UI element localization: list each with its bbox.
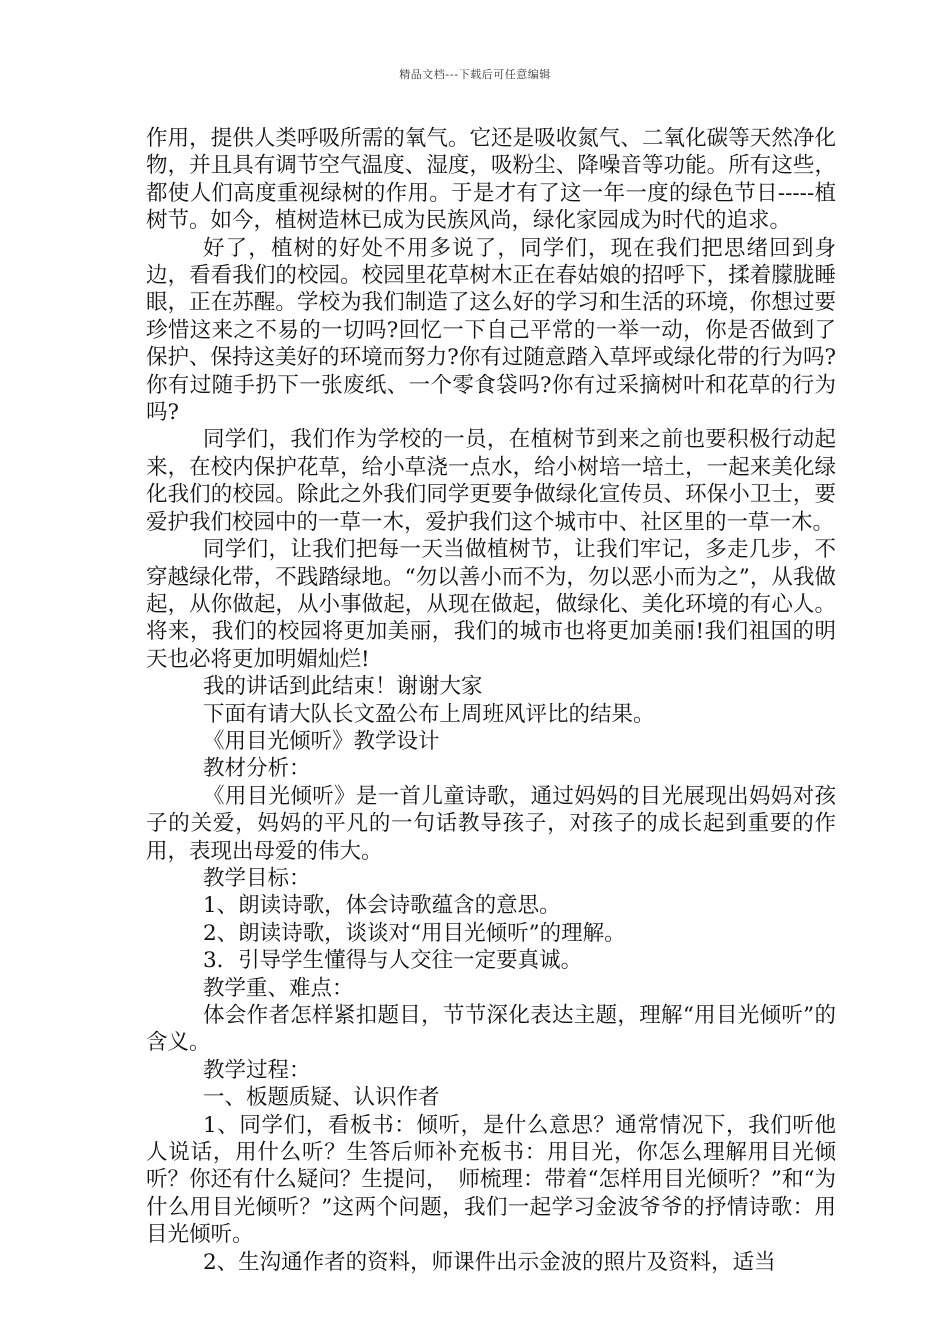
paragraph: 1、朗读诗歌，体会诗歌蕴含的意思。 <box>203 893 561 919</box>
paragraph: 教学过程： <box>203 1057 311 1083</box>
page-header: 精品文档---下载后可任意编辑 <box>399 68 551 81</box>
paragraph: 一、板题质疑、认识作者 <box>203 1085 440 1111</box>
paragraph: 教材分析： <box>203 756 311 782</box>
paragraph: 体会作者怎样紧扣题目，节节深化表达主题，理解“用目光倾听”的含义。 <box>146 1003 836 1056</box>
paragraph: 我的讲话到此结束！谢谢大家 <box>203 674 483 700</box>
paragraph: 2、生沟通作者的资料，师课件出示金波的照片及资料，适当 <box>203 1249 776 1275</box>
paragraph: 教学重、难点： <box>203 975 354 1001</box>
paragraph: 同学们，让我们把每一天当做植树节，让我们牢记，多走几步，不穿越绿化带，不践踏绿地。“勿以善小而不为，勿以恶小而为之”，从我做起，从你做起，从小事做起，从现在做起，做绿化、美化环境的有心人。将来，我们的校园将更加美丽，我们的城市也将更加美丽!我们祖国的明天也必将更加明媚灿烂! <box>146 537 836 672</box>
paragraph: 下面有请大队长文盈公布上周班风评比的结果。 <box>203 701 655 727</box>
paragraph: 3．引导学生懂得与人交往一定要真诚。 <box>203 948 583 974</box>
paragraph: 好了，植树的好处不用多说了，同学们，现在我们把思绪回到身边，看看我们的校园。校园里花草树木正在春姑娘的招呼下，揉着朦胧睡眼，正在苏醒。学校为我们制造了这么好的学习和生活的环境，你想过要珍惜这来之不易的一切吗?回忆一下自己平常的一举一动，你是否做到了保护、保持这美好的环境而努力?你有过随意踏入草坪或绿化带的行为吗?你有过随手扔下一张废纸、一个零食袋吗?你有过采摘树叶和花草的行为吗? <box>146 235 836 426</box>
paragraph: 同学们，我们作为学校的一员，在植树节到来之前也要积极行动起来，在校内保护花草，给小草浇一点水，给小树培一培土，一起来美化绿化我们的校园。除此之外我们同学更要争做绿化宣传员、环保小卫士，要爱护我们校园中的一草一木，爱护我们这个城市中、社区里的一草一木。 <box>146 427 836 535</box>
paragraph: 《用目光倾听》教学设计 <box>203 728 440 754</box>
paragraph: 作用，提供人类呼吸所需的氧气。它还是吸收氮气、二氧化碳等天然净化物，并且具有调节空气温度、湿度，吸粉尘、降噪音等功能。所有这些，都使人们高度重视绿树的作用。于是才有了这一年一度的绿色节日-----植树节。如今，植树造林已成为民族风尚，绿化家园成为时代的追求。 <box>146 126 836 234</box>
document-body <box>146 125 836 1276</box>
paragraph: 《用目光倾听》是一首儿童诗歌，通过妈妈的目光展现出妈妈对孩子的关爱，妈妈的平凡的一句话教导孩子，对孩子的成长起到重要的作用，表现出母爱的伟大。 <box>146 783 836 864</box>
paragraph: 2、朗读诗歌，谈谈对“用目光倾听”的理解。 <box>203 920 626 946</box>
paragraph: 教学目标： <box>203 865 311 891</box>
paragraph: 1、同学们，看板书：倾听，是什么意思？通常情况下，我们听他人说话，用什么听？生答后师补充板书：用目光，你怎么理解用目光倾听？你还有什么疑问？生提问， 师梳理：带着“怎样用目光倾听？”和“为什么用目光倾听？”这两个问题，我们一起学习金波爷爷的抒情诗歌：用目光倾听。 <box>146 1112 836 1248</box>
